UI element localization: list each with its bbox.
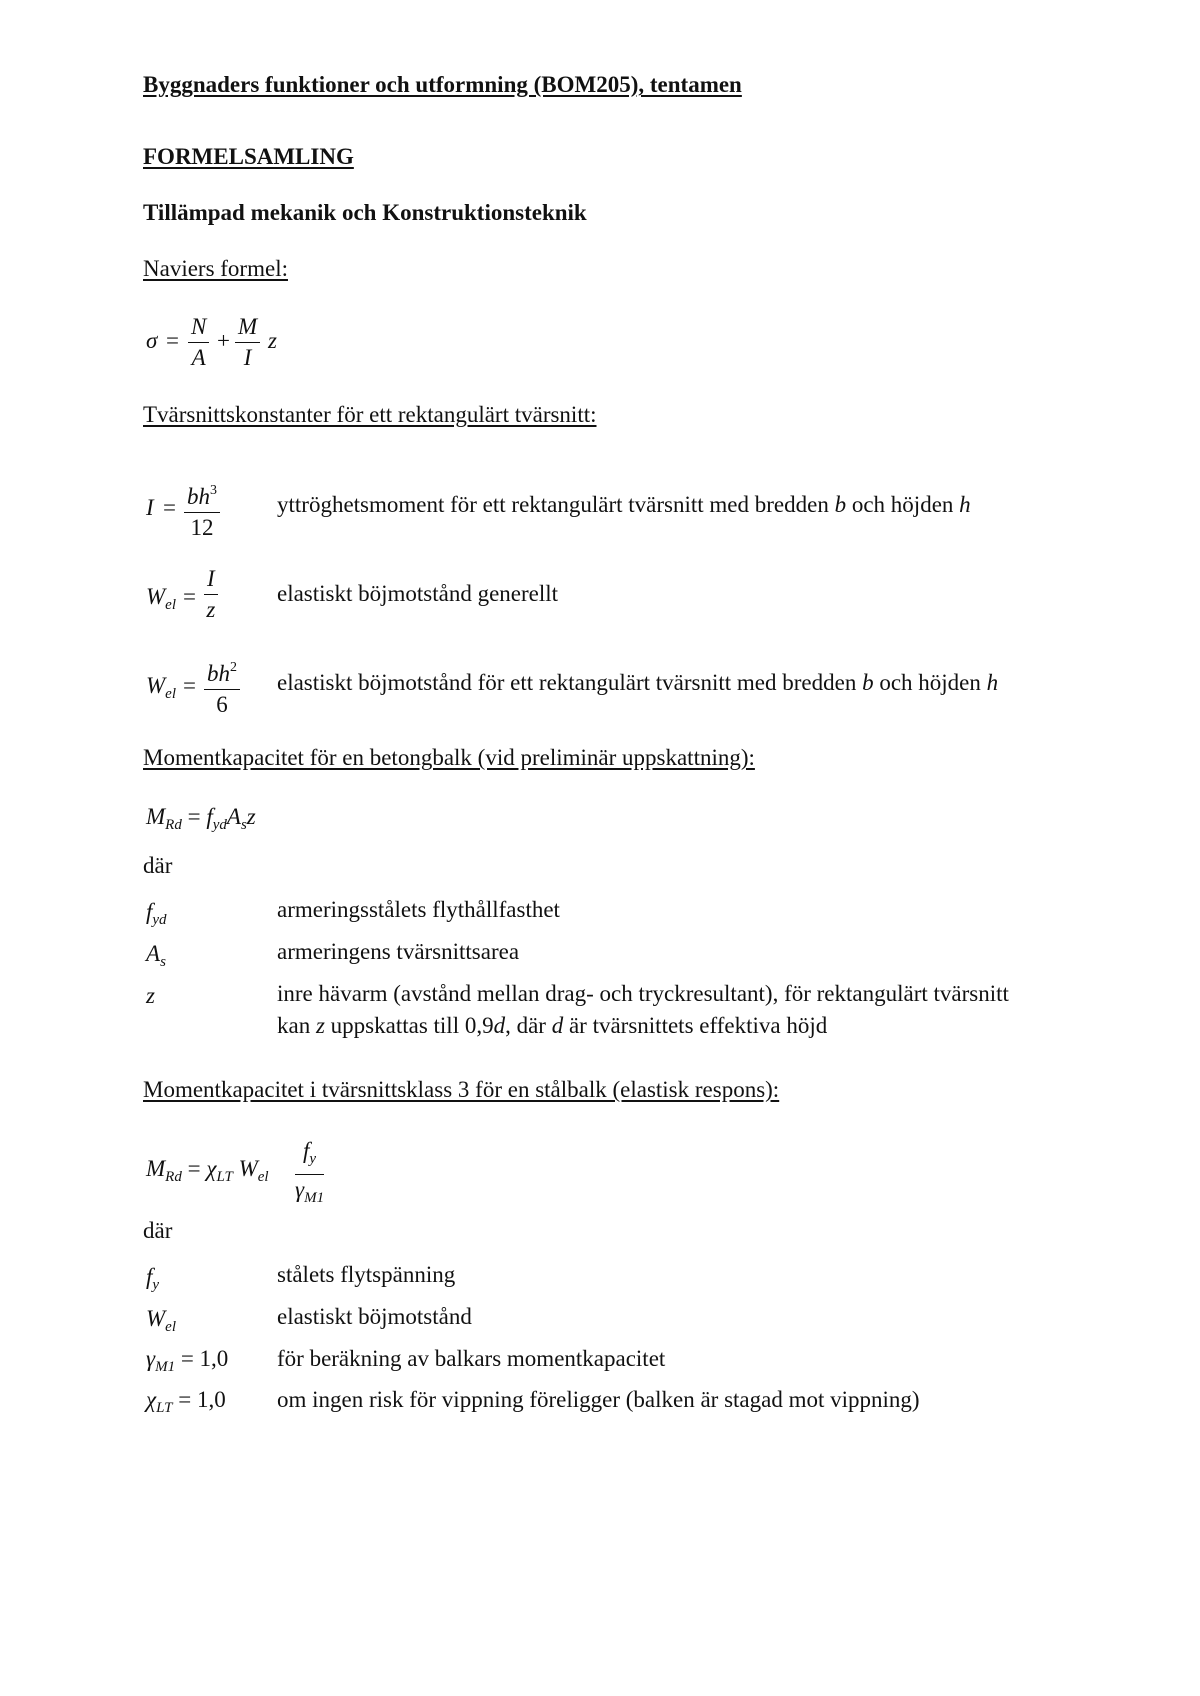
numerator: N bbox=[188, 312, 209, 343]
wel-symbol: $W_{el}$ bbox=[146, 673, 176, 702]
def-symbol-gamma-m1: $\gamma_{M1} = 1,0$ bbox=[146, 1346, 229, 1375]
section-modulus-rect-description: elastiskt böjmotstånd för ett rektangulärt tvärsnitt med bredden b och höjden h bbox=[277, 670, 999, 695]
fraction-n-over-a bbox=[188, 312, 209, 373]
def-symbol-chi-lt: $\chi_{LT} = 1,0$ bbox=[146, 1387, 226, 1416]
wel-symbol: $W_{el}$ bbox=[146, 584, 176, 613]
def-symbol-fy: $f_y$ bbox=[146, 1264, 160, 1293]
concrete-heading: Momentkapacitet för en betongbalk (vid preliminär uppskattning): bbox=[143, 745, 755, 770]
fraction-fy-over-gamma: $\frac{f_y}{\gamma_{M1}}$ bbox=[295, 1138, 325, 1206]
dar-label: där bbox=[143, 1218, 173, 1243]
fraction-bh2-over-6: $\frac{bh^2}{6}$ bbox=[204, 653, 240, 720]
dar-label: där bbox=[143, 853, 173, 878]
plus-sign: + bbox=[217, 328, 230, 353]
def-desc-as: armeringens tvärsnittsarea bbox=[277, 939, 520, 964]
collection-title: FORMELSAMLING bbox=[143, 144, 354, 169]
numerator: M bbox=[235, 312, 260, 343]
fraction-i-over-z: $\frac{I}{z}$ bbox=[204, 564, 218, 625]
def-desc-z-line2: kan z uppskattas till 0,9d, där d är tvärsnittets effektiva höjd bbox=[277, 1013, 828, 1038]
course-title: Byggnaders funktioner och utformning (BOM205), tentamen bbox=[143, 72, 742, 97]
denominator: I bbox=[243, 345, 252, 370]
i-symbol: I bbox=[146, 495, 154, 520]
navier-heading: Naviers formel: bbox=[143, 256, 288, 281]
def-symbol-as: $A_s$ bbox=[146, 941, 166, 970]
def-desc-fyd: armeringsstålets flythållfasthet bbox=[277, 897, 560, 922]
def-desc-chi-lt: om ingen risk för vippning föreligger (balken är stagad mot vippning) bbox=[277, 1387, 920, 1412]
fraction-bh3-over-12: $\frac{bh^3}{12}$ bbox=[184, 476, 220, 543]
fraction-m-over-i bbox=[235, 312, 260, 373]
def-symbol-fyd: $f_{yd}$ bbox=[146, 899, 167, 928]
cross-section-heading: Tvärsnittskonstanter för ett rektangulärt tvärsnitt: bbox=[143, 402, 597, 427]
steel-heading: Momentkapacitet i tvärsnittsklass 3 för en stålbalk (elastisk respons): bbox=[143, 1077, 780, 1102]
z-variable: z bbox=[268, 328, 277, 353]
sigma-symbol: σ bbox=[146, 328, 158, 353]
moment-of-inertia-description: yttröghetsmoment för ett rektangulärt tvärsnitt med bredden b och höjden h bbox=[277, 492, 971, 517]
def-symbol-z: z bbox=[146, 983, 155, 1008]
def-desc-fy: stålets flytspänning bbox=[277, 1262, 456, 1287]
def-desc-gamma-m1: för beräkning av balkars momentkapacitet bbox=[277, 1346, 666, 1371]
equals-sign: = bbox=[166, 328, 179, 353]
concrete-formula: $M_{Rd} = f_{yd}A_sz$ bbox=[146, 804, 256, 833]
section-modulus-general-description: elastiskt böjmotstånd generellt bbox=[277, 581, 559, 606]
denominator: A bbox=[191, 345, 206, 370]
def-symbol-wel: $W_{el}$ bbox=[146, 1306, 176, 1335]
def-desc-z: inre hävarm (avstånd mellan drag- och tryckresultant), för rektangulärt tvärsnitt bbox=[277, 981, 1009, 1006]
def-desc-wel: elastiskt böjmotstånd bbox=[277, 1304, 472, 1329]
section-title: Tillämpad mekanik och Konstruktionsteknik bbox=[143, 200, 587, 225]
